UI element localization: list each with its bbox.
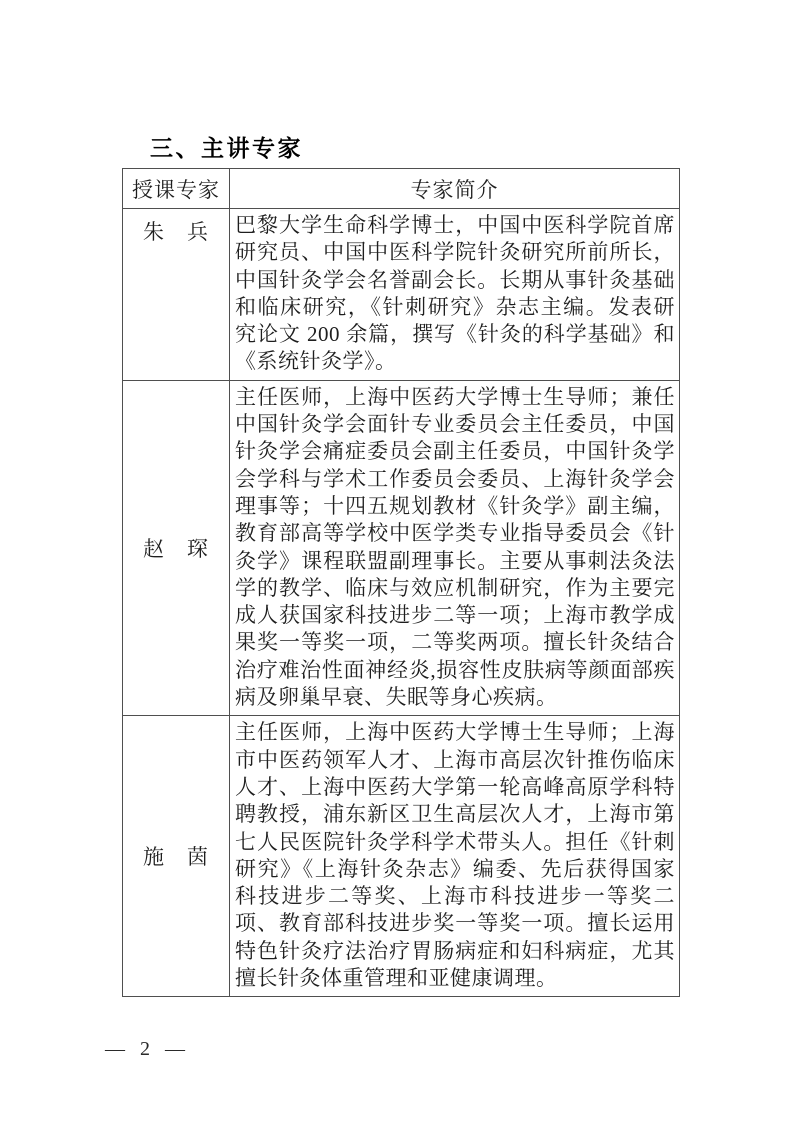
expert-row xyxy=(123,209,680,381)
section-title: 三、主讲专家 xyxy=(150,135,303,161)
expert-name-cell: 赵 琛 xyxy=(123,380,230,716)
expert-bio-cell: 主任医师，上海中医药大学博士生导师；兼任中国针灸学会面针专业委员会主任委员，中国针灸学会痛症委员会副主任委员，中国针灸学会学科与学术工作委员会委员、上海针灸学会理事等；十四五规划教材《针灸学》副主编，教育部高等学校中医学类专业指导委员会《针灸学》课程联盟副理事长。主要从事刺法灸法学的教学、临床与效应机制研究，作为主要完成人获国家科技进步二等一项；上海市教学成果奖一等奖一项，二等奖两项。擅长针灸结合治疗难治性面神经炎,损容性皮肤病等颜面部疾病及卵巢早衰、失眠等身心疾病。 xyxy=(230,380,680,716)
expert-row xyxy=(123,716,680,997)
expert-name-cell: 施 茵 xyxy=(123,716,230,997)
expert-name-cell: 朱 兵 xyxy=(123,209,230,381)
header-cell-lecturer: 授课专家 xyxy=(123,169,230,209)
expert-bio-cell: 主任医师，上海中医药大学博士生导师；上海市中医药领军人才、上海市高层次针推伤临床人才、上海中医药大学第一轮高峰高原学科特聘教授，浦东新区卫生高层次人才，上海市第七人民医院针灸学科学术带头人。担任《针刺研究》《上海针灸杂志》编委、先后获得国家科技进步二等奖、上海市科技进步一等奖二项、教育部科技进步奖一等奖一项。擅长运用特色针灸疗法治疗胃肠病症和妇科病症，尤其擅长针灸体重管理和亚健康调理。 xyxy=(230,716,680,997)
table-header-row xyxy=(123,169,680,209)
page-number: — 2 — xyxy=(105,1038,187,1060)
expert-row xyxy=(123,380,680,716)
header-cell-profile: 专家简介 xyxy=(230,169,680,209)
expert-bio-cell: 巴黎大学生命科学博士，中国中医科学院首席研究员、中国中医科学院针灸研究所前所长，中国针灸学会名誉副会长。长期从事针灸基础和临床研究，《针刺研究》杂志主编。发表研究论文 200 余篇，撰写《针灸的科学基础》和《系统针灸学》。 xyxy=(230,209,680,381)
experts-table xyxy=(122,168,680,997)
